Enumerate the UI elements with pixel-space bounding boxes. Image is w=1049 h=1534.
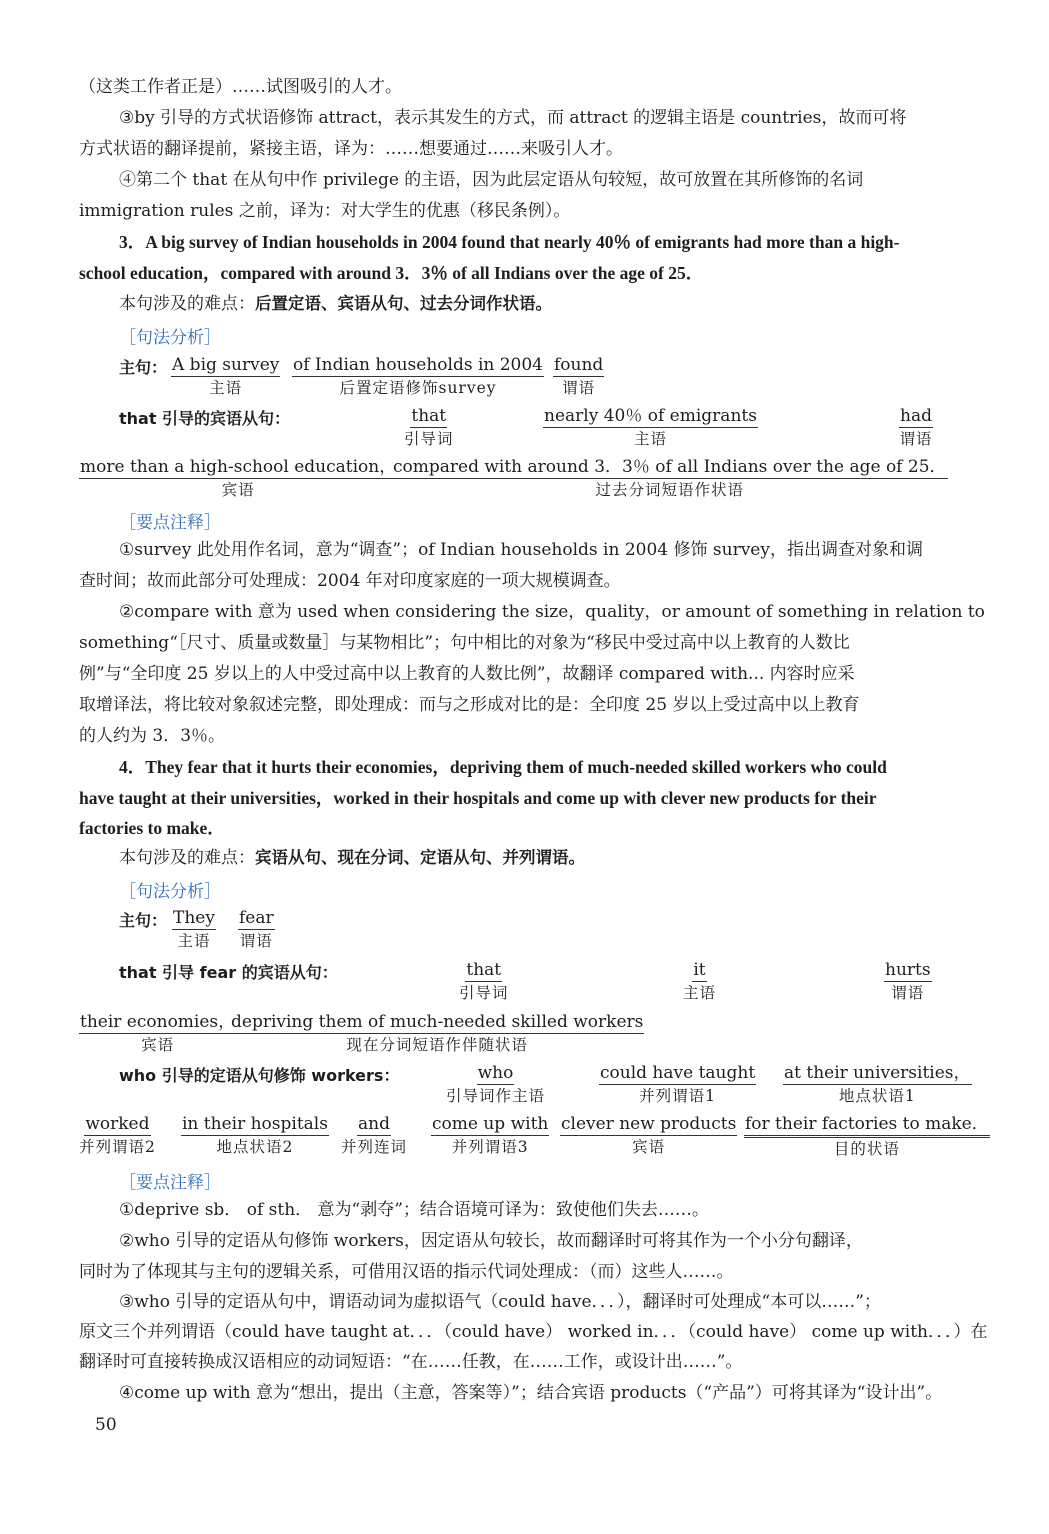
syntax-segment: had 谓语 (899, 406, 933, 448)
note-line: 同时为了体现其与主句的逻辑关系，可借用汉语的指示代词处理成：（而）这些人……。 (79, 1262, 734, 1282)
note-line: ②compare with 意为 used when considering the size，quality，or amount of something in relation to (119, 602, 985, 622)
difficulty-prefix: 本句涉及的难点： (119, 294, 255, 314)
note-line: ②who 引导的定语从句修饰 workers，因定语从句较长，故而翻译时可将其作为一个小分句翻译， (119, 1231, 863, 1251)
main-clause-label: 主句： (119, 358, 168, 377)
syntax-segment: who 引导词作主语 (446, 1063, 546, 1105)
syntax-segment: that 引导词 (459, 960, 509, 1002)
relative-clause-label: who 引导的定语从句修饰 workers： (119, 1066, 400, 1085)
syntax-segment: fear 谓语 (239, 908, 274, 950)
syntax-segment: their economies， 宾语 (80, 1012, 236, 1054)
question-4-line-2: have taught at their universities，worked in their hospitals and come up with clever new products for their (79, 788, 877, 808)
question-4-line-1: 4．They fear that it hurts their economies，depriving them of much-needed skilled workers who could (119, 757, 887, 777)
syntax-segment: clever new products 宾语 (561, 1114, 737, 1156)
note-line: ①survey 此处用作名词，意为“调查”；of Indian households in 2004 修饰 survey，指出调查对象和调 (119, 540, 923, 560)
note-line: 翻译时可直接转换成汉语相应的动词短语：“在……任教，在……工作，或设计出……”。 (79, 1352, 743, 1372)
syntax-segment: A big survey 主语 (172, 355, 280, 397)
difficulty-points: 宾语从句、现在分词、定语从句、并列谓语。 (255, 848, 585, 867)
text-line: 方式状语的翻译提前，紧接主语，译为：……想要通过……来吸引人才。 (79, 139, 623, 159)
difficulty-line (119, 293, 552, 315)
note-line: ①deprive sb． of sth． 意为“剥夺”；结合语境可译为：致使他们失去……。 (119, 1200, 709, 1220)
text-line: ④第二个 that 在从句中作 privilege 的主语，因为此层定语从句较短，故可放置在其所修饰的名词 (119, 170, 864, 190)
main-clause-label: 主句： (119, 911, 168, 930)
note-line: ④come up with 意为“想出，提出（主意，答案等）”；结合宾语 products（“产品”）可将其译为“设计出”。 (119, 1383, 943, 1403)
syntax-segment: more than a high-school education， 宾语 (80, 457, 397, 499)
object-clause-label: that 引导 fear 的宾语从句： (119, 963, 338, 982)
object-clause-label: that 引导的宾语从句： (119, 409, 291, 428)
page-number: 50 (95, 1415, 117, 1435)
syntax-segment: and 并列连词 (341, 1114, 408, 1156)
syntax-segment: found 谓语 (554, 355, 604, 397)
note-line: 例”与“全印度 25 岁以上的人中受过高中以上教育的人数比例”，故翻译 compared with... 内容时应采 (79, 664, 855, 684)
note-line: 的人约为 3．3％。 (79, 726, 226, 746)
note-line: ③who 引导的定语从句中，谓语动词为虚拟语气（could have．．．），翻译时可处理成“本可以……”； (119, 1292, 881, 1312)
note-line: something“［尺寸、质量或数量］与某物相比”；句中相比的对象为“移民中受过高中以上教育的人数比 (79, 633, 850, 653)
syntax-segment: that 引导词 (404, 406, 454, 448)
key-notes-header: ［要点注释］ (119, 513, 221, 533)
text-line: （这类工作者正是）……试图吸引的人才。 (79, 77, 402, 97)
syntax-segment: compared with around 3．3％ of all Indians over the age of 25． 过去分词短语作状语 (393, 457, 947, 499)
note-line: 原文三个并列谓语（could have taught at．．．（could have） worked in．．．（could have） come up with．．．）在 (79, 1322, 988, 1342)
syntax-segment: at their universities， 地点状语1 (784, 1063, 971, 1105)
difficulty-line (119, 847, 585, 869)
syntax-segment: They 主语 (173, 908, 215, 950)
syntax-analysis-header: ［句法分析］ (119, 328, 221, 348)
text-line: ③by 引导的方式状语修饰 attract，表示其发生的方式，而 attract 的逻辑主语是 countries，故而可将 (119, 108, 907, 128)
syntax-segment: of Indian households in 2004 后置定语修饰survey (293, 355, 544, 397)
syntax-segment: could have taught 并列谓语1 (600, 1063, 756, 1105)
question-4-line-3: factories to make． (79, 818, 225, 838)
syntax-segment: come up with 并列谓语3 (432, 1114, 549, 1156)
text-line: immigration rules 之前，译为：对大学生的优惠（移民条例）。 (79, 201, 571, 221)
question-3-line-1: 3．A big survey of Indian households in 2004 found that nearly 40％ of emigrants had more than a high- (119, 232, 900, 252)
note-line: 取增译法，将比较对象叙述完整，即处理成：而与之形成对比的是：全印度 25 岁以上受过高中以上教育 (79, 695, 860, 715)
syntax-analysis-header: ［句法分析］ (119, 882, 221, 902)
syntax-segment: nearly 40％ of emigrants 主语 (544, 406, 757, 448)
key-notes-header: ［要点注释］ (119, 1173, 221, 1193)
difficulty-prefix: 本句涉及的难点： (119, 848, 255, 868)
note-line: 查时间；故而此部分可处理成：2004 年对印度家庭的一项大规模调查。 (79, 571, 621, 591)
syntax-segment: in their hospitals 地点状语2 (182, 1114, 328, 1156)
syntax-segment: for their factories to make． 目的状语 (745, 1114, 989, 1158)
difficulty-points: 后置定语、宾语从句、过去分词作状语。 (255, 294, 552, 313)
syntax-segment: depriving them of much-needed skilled workers 现在分词短语作伴随状语 (231, 1012, 644, 1054)
syntax-segment: worked 并列谓语2 (79, 1114, 156, 1156)
question-3-line-2: school education，compared with around 3．3％ of all Indians over the age of 25． (79, 263, 704, 283)
syntax-segment: it 主语 (683, 960, 717, 1002)
syntax-segment: hurts 谓语 (885, 960, 931, 1002)
